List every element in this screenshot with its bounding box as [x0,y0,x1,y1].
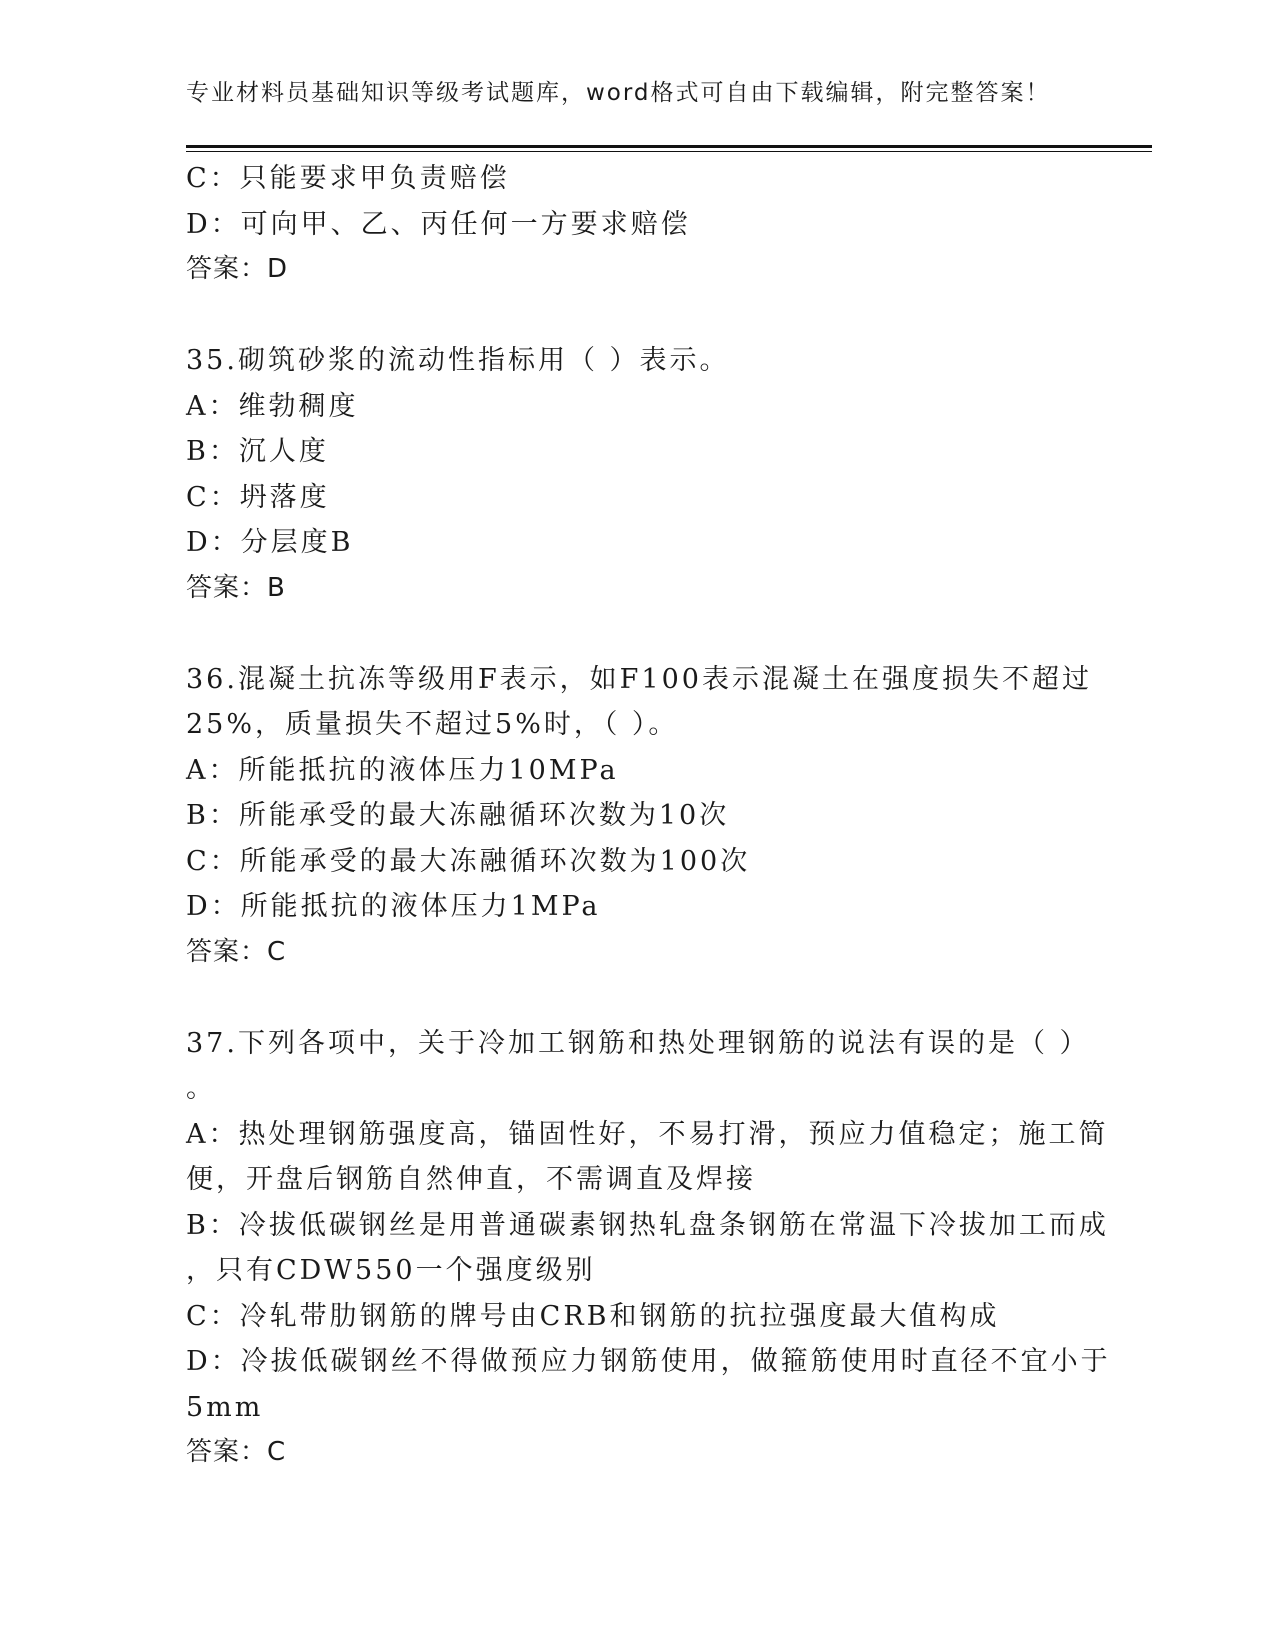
option-line: D：可向甲、乙、丙任何一方要求赔偿 [186,208,691,240]
question-stem: 37.下列各项中，关于冷加工钢筋和热处理钢筋的说法有误的是（ ） [186,1027,1090,1059]
question-block-36 [186,657,1092,976]
header-rule-thick [186,145,1152,148]
page-header: 专业材料员基础知识等级考试题库，word格式可自由下载编辑，附完整答案！ [186,80,1051,106]
option-line: ，只有CDW550一个强度级别 [186,1255,596,1286]
header-rule-thin [186,151,1152,152]
answer-line: 答案：B [186,572,286,603]
question-block-35 [186,338,1086,611]
option-line: C：冷轧带肋钢筋的牌号由CRB和钢筋的抗拉强度最大值构成 [186,1300,1000,1332]
option-line: 便，开盘后钢筋自然伸直，不需调直及焊接 [186,1164,756,1195]
answer-line: 答案：D [186,254,289,284]
answer-line: 答案：C [186,936,287,967]
question-stem: 35.砌筑砂浆的流动性指标用（ ）表示。 [186,345,730,376]
option-line: D：所能抵抗的液体压力1MPa [186,891,601,922]
question-stem: 25%，质量损失不超过5%时，（ ）。 [186,709,679,740]
option-line: C：只能要求甲负责赔偿 [186,163,510,194]
option-line: A：维勃稠度 [186,390,359,422]
block-spacer [186,611,1086,657]
option-line: C：所能承受的最大冻融循环次数为100次 [186,845,751,877]
option-line: 5mm [186,1391,264,1423]
question-stem: 。 [186,1073,216,1104]
option-line: D：分层度B [186,527,354,558]
option-line: C：坍落度 [186,481,330,513]
question-block-37 [186,1021,1111,1476]
question-block-34 [186,156,1086,293]
option-line: D：冷拔低碳钢丝不得做预应力钢筋使用，做箍筋使用时直径不宜小于 [186,1346,1111,1377]
block-spacer [186,293,1086,339]
option-line: B：冷拔低碳钢丝是用普通碳素钢热轧盘条钢筋在常温下冷拔加工而成 [186,1209,1109,1241]
option-line: B：沉人度 [186,436,329,467]
question-stem: 36.混凝土抗冻等级用F表示，如F100表示混凝土在强度损失不超过 [186,663,1092,695]
option-line: A：所能抵抗的液体压力10MPa [186,754,619,786]
question-content [186,156,1111,1476]
answer-line: 答案：C [186,1437,287,1467]
option-line: B：所能承受的最大冻融循环次数为10次 [186,800,730,831]
block-spacer [186,975,1086,1021]
option-line: A：热处理钢筋强度高，锚固性好，不易打滑，预应力值稳定；施工简 [186,1118,1109,1150]
